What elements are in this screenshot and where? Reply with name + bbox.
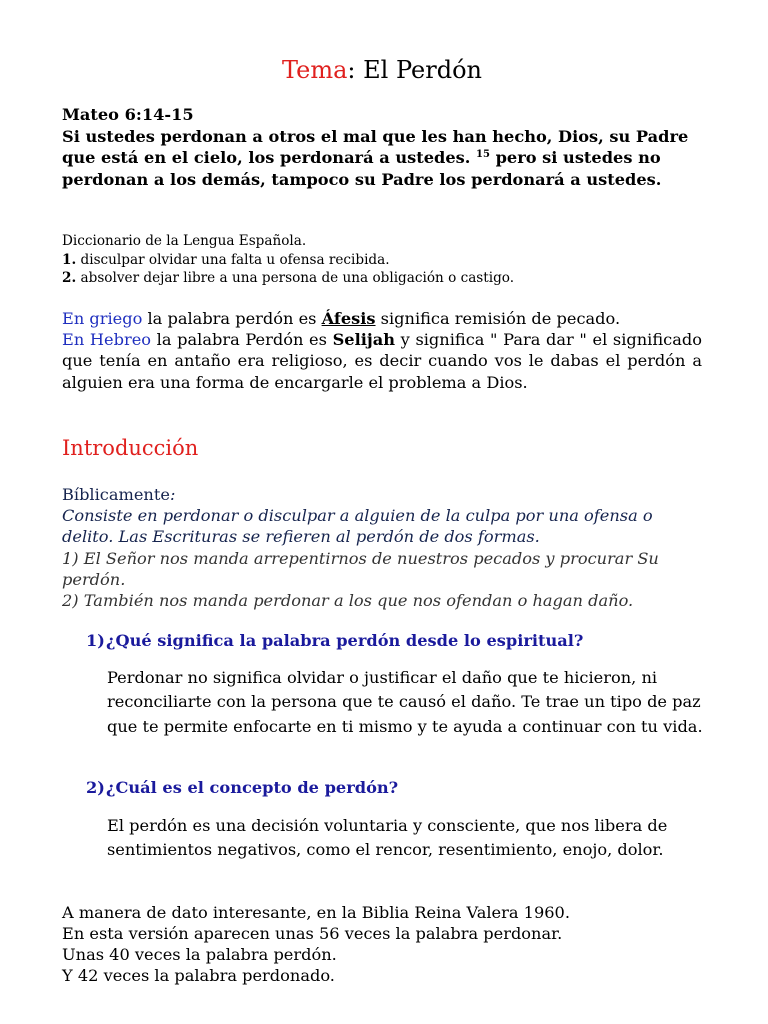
question-text: ¿Qué significa la palabra perdón desde lo espiritual?: [106, 631, 584, 650]
verse-text-part1: Si ustedes perdonan a otros el mal que les han hecho, Dios, su Padre que está en el cielo, los perdonará a ustedes.: [62, 126, 689, 167]
fact-line: Unas 40 veces la palabra perdón.: [62, 945, 337, 964]
dictionary-item-text: disculpar olvidar una falta u ofensa recibida.: [76, 251, 390, 268]
hebrew-label: En Hebreo: [62, 330, 152, 350]
biblical-label-line: [62, 484, 702, 505]
biblical-point: 2) También nos manda perdonar a los que nos ofendan o hagan daño.: [62, 591, 634, 611]
fact-line: En esta versión aparecen unas 56 veces la palabra perdonar.: [62, 924, 563, 943]
greek-text-post: significa remisión de pecado.: [375, 309, 621, 328]
biblical-point: 1) El Señor nos manda arrepentirnos de nuestros pecados y procurar Su perdón.: [62, 548, 659, 589]
dictionary-item-number: 2.: [62, 270, 77, 286]
biblical-colon: :: [169, 485, 176, 504]
dictionary-heading: Diccionario de la Lengua Española.: [62, 233, 307, 249]
etymology-paragraph: [62, 308, 702, 393]
question-number: 1): [86, 631, 105, 650]
hebrew-text-post: y significa " Para dar " el significado que tenía en antaño era religioso, es decir cuando vos le dabas el perdón a alguien era una forma de encargarle el problema a Dios.: [62, 330, 702, 392]
question-number: 2): [86, 778, 105, 797]
closing-facts: [62, 902, 702, 986]
greek-label: En griego: [62, 309, 143, 328]
verse-text-part2: pero si ustedes no perdonan a los demás, tampoco su Padre los perdonará a ustedes.: [62, 148, 662, 189]
question-text: ¿Cuál es el concepto de perdón?: [106, 778, 399, 797]
verse-number: 15: [476, 149, 490, 160]
question-heading: [86, 777, 398, 799]
title-label: Tema: [282, 56, 348, 84]
bible-verse: [62, 104, 702, 190]
verse-text: [62, 126, 702, 191]
dictionary-item-number: 1.: [62, 251, 77, 268]
dictionary-definitions: [62, 232, 702, 288]
hebrew-word: Selijah: [332, 330, 395, 350]
dictionary-item: [62, 251, 702, 270]
hebrew-text-pre: la palabra Perdón es: [151, 330, 333, 350]
biblical-definition: Consiste en perdonar o disculpar a alguien de la culpa por una ofensa o delito. Las Escrituras se refieren al perdón de dos formas.: [62, 506, 653, 547]
page-title: [62, 55, 702, 85]
title-colon: :: [347, 56, 356, 84]
greek-word: Áfesis: [321, 309, 376, 328]
biblical-label: Bíblicamente: [62, 485, 170, 504]
question-heading: [86, 630, 583, 652]
verse-reference: Mateo 6:14-15: [62, 105, 194, 124]
dictionary-item: [62, 269, 702, 288]
fact-line: Y 42 veces la palabra perdonado.: [62, 966, 335, 985]
question-answer: Perdonar no significa olvidar o justificar el daño que te hicieron, ni reconciliarte con la persona que te causó el daño. Te trae un tipo de paz que te permite enfocarte en ti mismo y te ayuda a continuar con tu vida.: [107, 668, 703, 736]
title-text: El Perdón: [355, 56, 482, 84]
biblical-section: [62, 484, 702, 611]
dictionary-item-text: absolver dejar libre a una persona de una obligación o castigo.: [76, 270, 515, 286]
greek-text-pre: la palabra perdón es: [142, 309, 322, 328]
question-answer: El perdón es una decisión voluntaria y consciente, que nos libera de sentimientos negativos, como el rencor, resentimiento, enojo, dolor.: [107, 816, 668, 860]
section-heading-introduccion: Introducción: [62, 436, 199, 460]
fact-line: A manera de dato interesante, en la Biblia Reina Valera 1960.: [62, 903, 571, 922]
